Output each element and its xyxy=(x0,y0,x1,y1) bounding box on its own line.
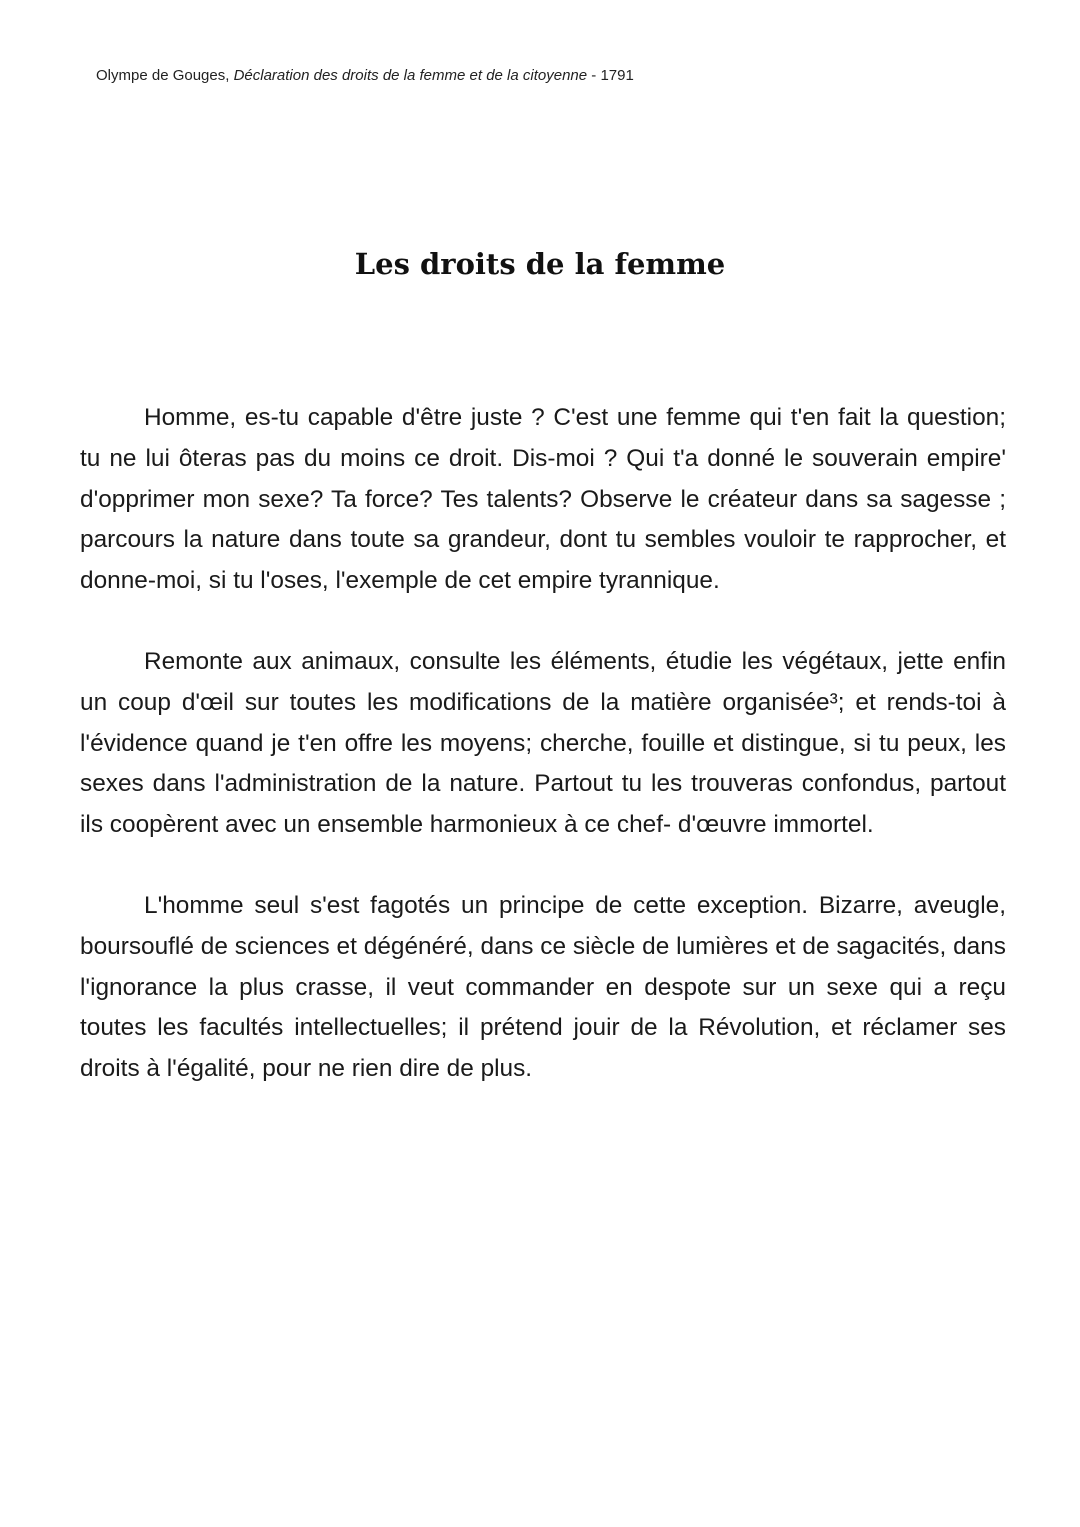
header-author: Olympe de Gouges, xyxy=(96,67,234,84)
paragraph-1: Homme, es-tu capable d'être juste ? C'est une femme qui t'en fait la question; tu ne lui ôteras pas du moins ce droit. Dis-moi ? Qui t'a donné le souverain empire' d'opprimer mon sexe? Ta force? Tes talents? Observe le créateur dans sa sagesse ; parcours la nature dans toute sa grandeur, dont tu sembles vouloir te rapprocher, et donne-moi, si tu l'oses, l'exemple de cet empire tyrannique. xyxy=(80,404,1006,595)
body-text xyxy=(80,398,1006,1130)
running-header xyxy=(96,66,634,86)
paragraph-2: Remonte aux animaux, consulte les éléments, étudie les végétaux, jette enfin un coup d'œil sur toutes les modifications de la matière organisée³; et rends-toi à l'évidence quand je t'en offre les moyens; cherche, fouille et distingue, si tu peux, les sexes dans l'administration de la nature. Partout tu les trouveras confondus, partout ils coopèrent avec un ensemble harmonieux à ce chef- d'œuvre immortel. xyxy=(80,647,1006,839)
header-work-title: Déclaration des droits de la femme et de la citoyenne xyxy=(233,67,588,84)
header-date: - 1791 xyxy=(587,67,634,84)
page-title: Les droits de la femme xyxy=(354,247,726,281)
paragraph-3: L'homme seul s'est fagotés un principe de cette exception. Bizarre, aveugle, boursouflé de sciences et dégénéré, dans ce siècle de lumières et de sagacités, dans l'ignorance la plus crasse, il veut commander en despote sur un sexe qui a reçu toutes les facultés intellectuelles; il prétend jouir de la Révolution, et réclamer ses droits à l'égalité, pour ne rien dire de plus. xyxy=(80,891,1006,1083)
